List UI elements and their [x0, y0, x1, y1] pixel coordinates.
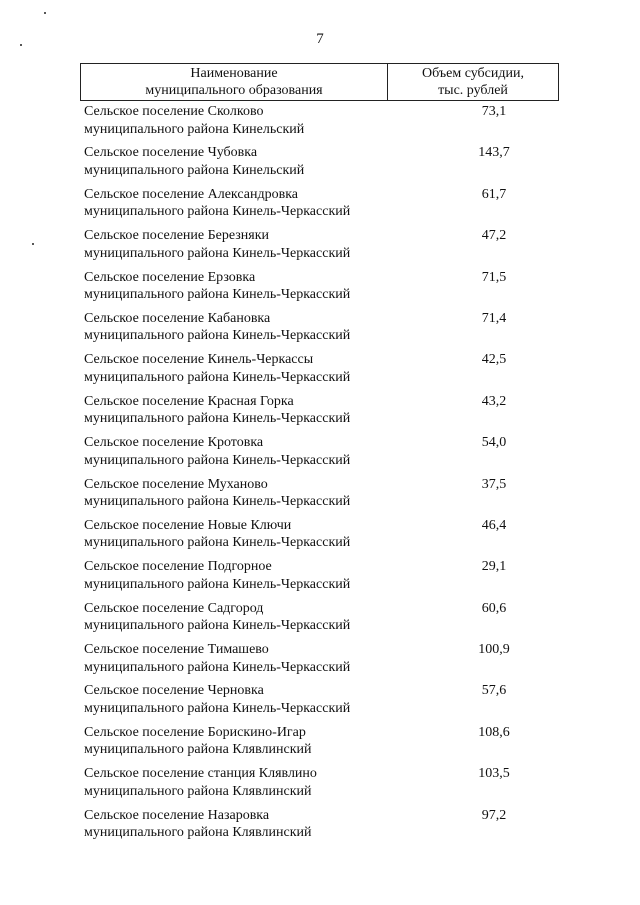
column-header-name: Наименование муниципального образования [81, 64, 388, 100]
table-row [84, 144, 554, 185]
municipality-name: Сельское поселение Сколково муниципального района Кинельский [84, 104, 305, 137]
column-header-volume: Объем субсидии, тыс. рублей [422, 66, 524, 98]
table-row [84, 724, 554, 765]
municipality-name: Сельское поселение Назаровка муниципального района Клявлинский [84, 807, 312, 841]
table-row [84, 186, 554, 227]
subsidy-value: 29,1 [481, 559, 507, 575]
subsidy-value: 73,1 [481, 104, 507, 119]
municipality-name: Сельское поселение Березняки муниципального района Кинель-Черкасский [84, 228, 351, 261]
page-number: 7 [316, 31, 324, 47]
municipality-name: Сельское поселение Кабановка муниципального района Кинель-Черкасский [84, 310, 351, 344]
table-row [84, 476, 554, 517]
table-row [84, 310, 554, 351]
municipality-name: Сельское поселение Подгорное муниципального района Кинель-Черкасский [84, 559, 351, 592]
table-header [80, 63, 559, 101]
table-row [84, 393, 554, 434]
subsidy-value: 57,6 [481, 683, 507, 699]
municipality-name: Сельское поселение Борискино-Игар муниципального района Клявлинский [84, 724, 312, 758]
subsidy-value: 60,6 [481, 600, 507, 616]
subsidy-value: 103,5 [478, 766, 510, 782]
municipality-name: Сельское поселение Черновка муниципального района Кинель-Черкасский [84, 683, 351, 716]
table-row [84, 558, 554, 599]
table-row [84, 269, 554, 310]
subsidy-value: 71,4 [481, 310, 507, 326]
scan-speck [44, 12, 46, 14]
subsidy-value: 108,6 [478, 724, 510, 740]
municipality-name: Сельское поселение Кинель-Черкассы муниципального района Кинель-Черкасский [84, 352, 351, 385]
table-row [84, 807, 554, 848]
table-body [84, 103, 554, 848]
table-row [84, 765, 554, 806]
subsidy-value: 43,2 [481, 393, 507, 409]
subsidy-value: 100,9 [478, 642, 510, 658]
table-row [84, 103, 554, 144]
table-row [84, 227, 554, 268]
table-row [84, 517, 554, 558]
table-row [84, 434, 554, 475]
subsidy-value: 37,5 [481, 476, 507, 492]
scan-speck [32, 243, 34, 245]
municipality-name: Сельское поселение Новые Ключи муниципального района Кинель-Черкасский [84, 517, 351, 551]
municipality-name: Сельское поселение Тимашево муниципального района Кинель-Черкасский [84, 642, 351, 675]
subsidy-value: 47,2 [481, 228, 507, 244]
table-row [84, 682, 554, 723]
table-row [84, 351, 554, 392]
municipality-name: Сельское поселение Кротовка муниципального района Кинель-Черкасский [84, 435, 351, 468]
municipality-name: Сельское поселение Александровка муниципального района Кинель-Черкасский [84, 186, 351, 220]
subsidy-value: 143,7 [478, 145, 510, 161]
municipality-name: Сельское поселение Ерзовка муниципального района Кинель-Черкасский [84, 269, 351, 303]
municipality-name: Сельское поселение Садгород муниципального района Кинель-Черкасский [84, 600, 351, 634]
subsidy-value: 42,5 [481, 352, 507, 368]
table-row [84, 600, 554, 641]
subsidy-value: 46,4 [481, 517, 507, 533]
municipality-name: Сельское поселение Чубовка муниципального района Кинельский [84, 145, 305, 178]
municipality-name: Сельское поселение станция Клявлино муниципального района Клявлинский [84, 766, 317, 799]
municipality-name: Сельское поселение Муханово муниципального района Кинель-Черкасский [84, 476, 351, 510]
subsidy-value: 61,7 [481, 186, 507, 202]
subsidy-value: 71,5 [481, 269, 507, 285]
table-row [84, 641, 554, 682]
municipality-name: Сельское поселение Красная Горка муниципального района Кинель-Черкасский [84, 393, 351, 427]
subsidy-value: 54,0 [481, 435, 507, 451]
subsidy-value: 97,2 [481, 807, 507, 823]
